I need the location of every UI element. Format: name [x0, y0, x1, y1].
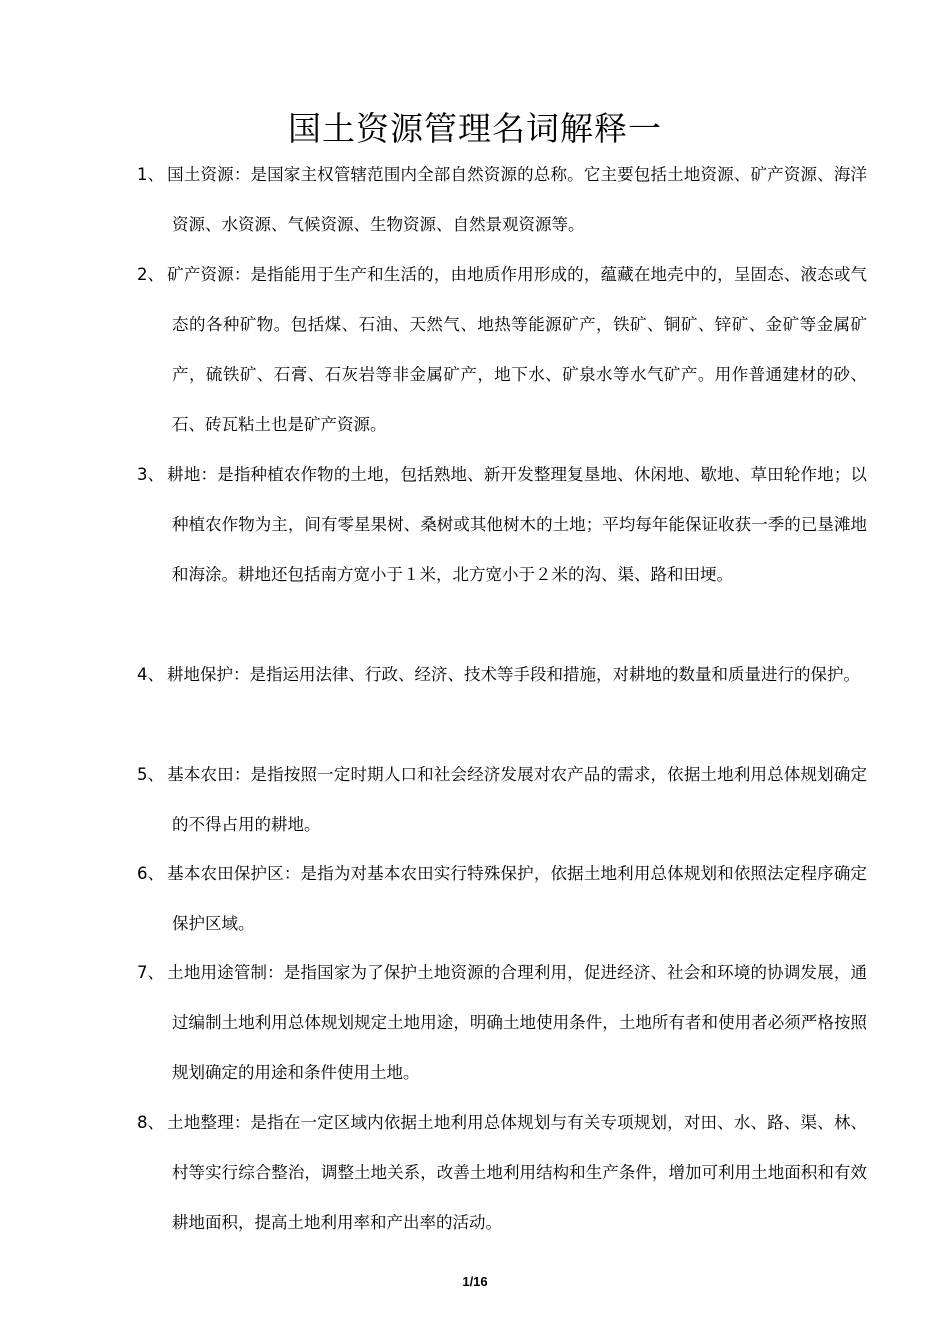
definition-item — [137, 849, 867, 949]
item-text: 基本农田：是指按照一定时期人口和社会经济发展对农产品的需求，依据土地利用总体规划确定的不得占用的耕地。 — [167, 765, 867, 834]
item-number: 4、 — [137, 665, 164, 684]
item-number: 3、 — [137, 465, 164, 484]
definition-item — [137, 948, 867, 1098]
item-text: 土地整理：是指在一定区域内依据土地利用总体规划与有关专项规划，对田、水、路、渠、林、村等实行综合整治，调整土地关系，改善土地利用结构和生产条件，增加可利用土地面积和有效耕地面积，提高土地利用率和产出率的活动。 — [167, 1113, 867, 1232]
item-text: 土地用途管制：是指国家为了保护土地资源的合理利用，促进经济、社会和环境的协调发展，通过编制土地利用总体规划规定土地用途，明确土地使用条件，土地所有者和使用者必须严格按照规划确定的用途和条件使用土地。 — [167, 963, 867, 1082]
definition-item — [137, 650, 867, 700]
definition-item — [137, 1098, 867, 1248]
definition-item — [137, 250, 867, 450]
item-number: 8、 — [137, 1113, 164, 1132]
item-number: 6、 — [137, 864, 164, 883]
item-text: 基本农田保护区：是指为对基本农田实行特殊保护，依据土地利用总体规划和依照法定程序确定保护区域。 — [167, 864, 867, 933]
item-number: 7、 — [137, 963, 164, 982]
item-number: 2、 — [137, 265, 164, 284]
item-number: 1、 — [137, 165, 164, 184]
item-text: 耕地：是指种植农作物的土地，包括熟地、新开发整理复垦地、休闲地、歇地、草田轮作地；以种植农作物为主，间有零星果树、桑树或其他树木的土地；平均每年能保证收获一季的已垦滩地和海涂。耕地还包括南方宽小于１米，北方宽小于２米的沟、渠、路和田埂。 — [167, 465, 867, 584]
item-text: 矿产资源：是指能用于生产和生活的，由地质作用形成的，蕴藏在地壳中的，呈固态、液态或气态的各种矿物。包括煤、石油、天然气、地热等能源矿产，铁矿、铜矿、锌矿、金矿等金属矿产，硫铁矿、石膏、石灰岩等非金属矿产，地下水、矿泉水等水气矿产。用作普通建材的砂、石、砖瓦粘土也是矿产资源。 — [167, 265, 867, 434]
definition-item — [137, 150, 867, 250]
page-number: 1/16 — [462, 1274, 488, 1289]
definition-item — [137, 450, 867, 600]
item-number: 5、 — [137, 765, 164, 784]
item-text: 耕地保护：是指运用法律、行政、经济、技术等手段和措施，对耕地的数量和质量进行的保护。 — [167, 665, 860, 684]
definition-item — [137, 750, 867, 850]
item-text: 国土资源：是国家主权管辖范围内全部自然资源的总称。它主要包括土地资源、矿产资源、海洋资源、水资源、气候资源、生物资源、自然景观资源等。 — [167, 165, 867, 234]
page-title: 国土资源管理名词解释一 — [288, 109, 662, 149]
